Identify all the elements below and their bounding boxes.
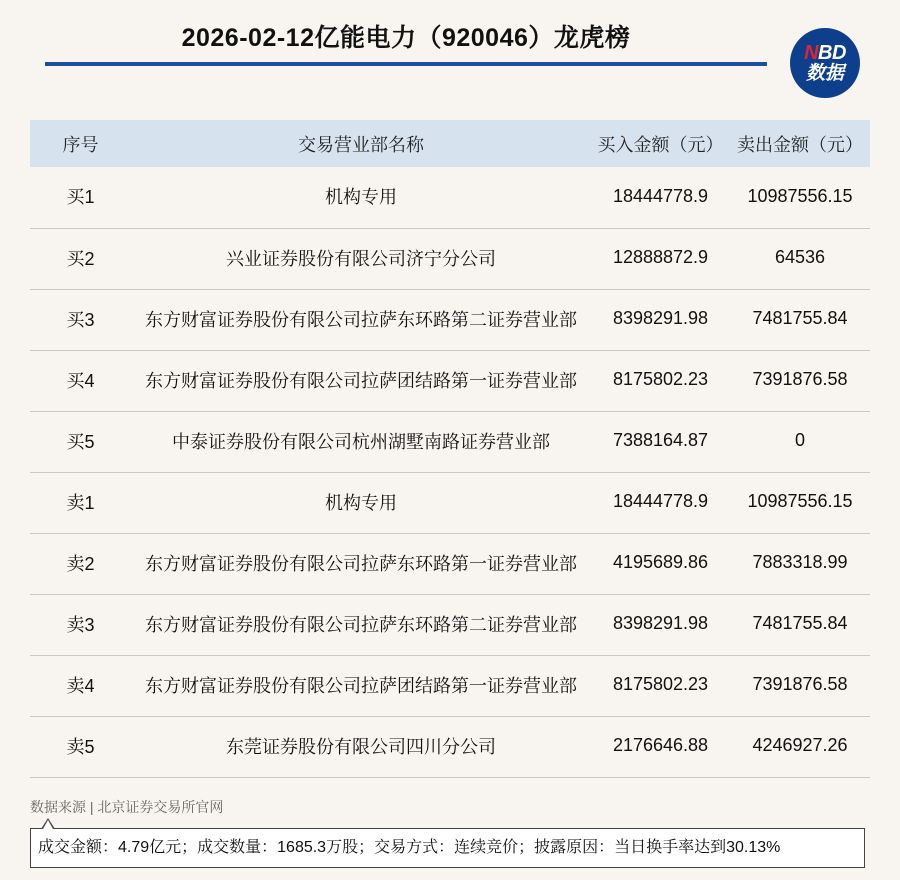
row-index: 买5 bbox=[66, 431, 95, 452]
row-sell-amount: 7481755.84 bbox=[752, 613, 848, 633]
header-sell-amount: 卖出金额（元） bbox=[737, 134, 863, 155]
row-sell-amount: 64536 bbox=[774, 247, 826, 267]
row-buy-amount: 8175802.23 bbox=[612, 369, 709, 389]
table-row bbox=[30, 594, 870, 655]
row-sell-amount: 7481755.84 bbox=[752, 308, 848, 328]
nbd-data-logo bbox=[790, 28, 860, 98]
dragon-tiger-table bbox=[30, 120, 870, 778]
row-buy-amount: 4195689.86 bbox=[612, 552, 709, 572]
header-buy-amount: 买入金额（元） bbox=[597, 134, 724, 155]
row-branch-name: 东方财富证券股份有限公司拉萨东环路第二证券营业部 bbox=[145, 614, 577, 635]
row-branch-name: 中泰证券股份有限公司杭州湖墅南路证券营业部 bbox=[172, 431, 550, 452]
row-buy-amount: 18444778.9 bbox=[612, 491, 709, 511]
data-source: 数据来源 | 北京证券交易所官网 bbox=[30, 799, 224, 815]
table-header-row bbox=[30, 120, 870, 167]
row-buy-amount: 2176646.88 bbox=[612, 735, 709, 755]
table-row bbox=[30, 655, 870, 716]
row-index: 卖2 bbox=[66, 553, 95, 574]
table-row bbox=[30, 411, 870, 472]
logo-accent-letter: N bbox=[804, 42, 819, 64]
row-buy-amount: 12888872.9 bbox=[612, 247, 709, 267]
row-buy-amount: 7388164.87 bbox=[612, 430, 709, 450]
page-title: 2026-02-12亿能电力（920046）龙虎榜 bbox=[181, 24, 631, 52]
table-row bbox=[30, 716, 870, 777]
row-index: 买4 bbox=[66, 370, 95, 391]
row-sell-amount: 10987556.15 bbox=[747, 185, 853, 206]
row-sell-amount: 4246927.26 bbox=[752, 735, 848, 755]
table-row bbox=[30, 533, 870, 594]
row-index: 买3 bbox=[66, 309, 95, 330]
row-buy-amount: 8398291.98 bbox=[612, 613, 709, 633]
logo-line-1 bbox=[804, 43, 846, 63]
table-row bbox=[30, 350, 870, 411]
table-row bbox=[30, 228, 870, 289]
row-branch-name: 东方财富证券股份有限公司拉萨东环路第二证券营业部 bbox=[145, 309, 577, 330]
row-buy-amount: 8175802.23 bbox=[612, 674, 709, 694]
logo-line-2: 数据 bbox=[805, 63, 844, 84]
row-index: 卖1 bbox=[66, 492, 95, 513]
table-row bbox=[30, 289, 870, 350]
row-branch-name: 机构专用 bbox=[325, 492, 397, 513]
row-branch-name: 东莞证券股份有限公司四川分公司 bbox=[226, 736, 496, 757]
header-branch-name: 交易营业部名称 bbox=[298, 134, 424, 155]
row-sell-amount: 0 bbox=[794, 430, 805, 450]
row-sell-amount: 7883318.99 bbox=[752, 552, 848, 572]
row-branch-name: 东方财富证券股份有限公司拉萨团结路第一证券营业部 bbox=[145, 370, 577, 391]
row-sell-amount: 7391876.58 bbox=[752, 674, 848, 694]
title-underline bbox=[45, 62, 767, 66]
table-row bbox=[30, 472, 870, 533]
row-buy-amount: 18444778.9 bbox=[612, 185, 709, 206]
note-pointer-fill bbox=[43, 820, 53, 829]
row-index: 卖5 bbox=[66, 736, 95, 757]
row-branch-name: 东方财富证券股份有限公司拉萨团结路第一证券营业部 bbox=[145, 675, 577, 696]
table-row bbox=[30, 167, 870, 228]
row-index: 买2 bbox=[66, 248, 95, 269]
trade-summary-note: 成交金额：4.79亿元；成交数量：1685.3万股；交易方式：连续竞价；披露原因：当日换手率达到30.13% bbox=[30, 828, 865, 868]
row-branch-name: 机构专用 bbox=[325, 187, 397, 208]
header-index: 序号 bbox=[62, 134, 99, 155]
row-branch-name: 兴业证券股份有限公司济宁分公司 bbox=[226, 248, 496, 269]
row-branch-name: 东方财富证券股份有限公司拉萨东环路第一证券营业部 bbox=[145, 553, 577, 574]
logo-letters: BD bbox=[818, 42, 846, 64]
row-index: 卖3 bbox=[66, 614, 95, 635]
row-sell-amount: 7391876.58 bbox=[752, 369, 848, 389]
row-index: 买1 bbox=[66, 187, 95, 208]
row-index: 卖4 bbox=[66, 675, 95, 696]
row-sell-amount: 10987556.15 bbox=[747, 491, 853, 511]
row-buy-amount: 8398291.98 bbox=[612, 308, 709, 328]
